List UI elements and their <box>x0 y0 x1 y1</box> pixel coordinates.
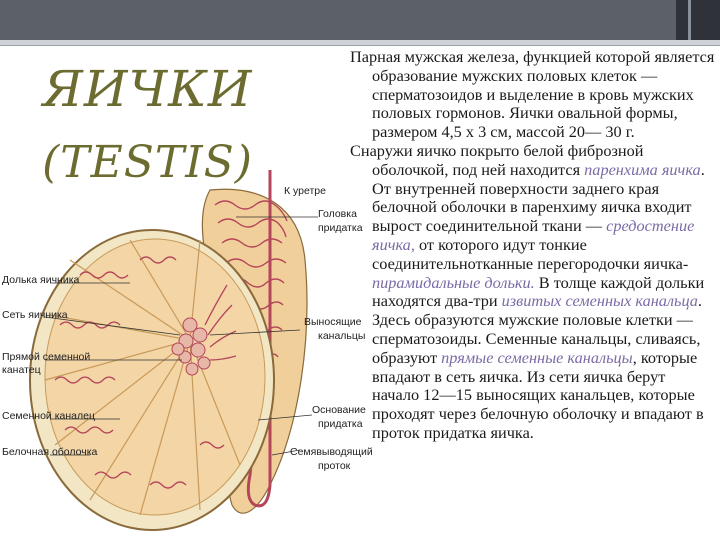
term-convoluted-tubules: извитых семенных канальца <box>501 291 698 311</box>
text-segment: В толще каждой дольки находятся два-три <box>372 272 705 311</box>
label-head-1: Головка <box>318 208 357 220</box>
paragraph-intro: Парная мужская железа, функцией которой является образование мужских половых клеток — сперматозоидов и выделение в кровь мужских половых гормонов. Яички овальной формы, размером 4,5 х 3 см, массой 20— 30 г. <box>350 47 715 142</box>
banner-divider <box>0 45 720 46</box>
corner-stripe <box>688 0 691 40</box>
term-mediastinum: средостение яичка, <box>372 216 695 254</box>
label-albuginea: Белочная оболочка <box>2 446 98 458</box>
label-straight-tubule-2: канатец <box>2 364 41 376</box>
top-banner <box>0 0 720 40</box>
label-vas-1: Семявыводящий <box>290 446 373 458</box>
label-head-2: придатка <box>318 222 363 234</box>
label-efferent-1: Выносящие <box>304 316 362 328</box>
title-russian: ЯИЧКИ <box>42 60 253 118</box>
label-straight-tubule-1: Прямой семенной <box>2 351 91 363</box>
text-segment: . Здесь образуются мужские половые клетки — сперматозоиды. Семенные канальцы, сливаясь, образуют <box>372 291 702 367</box>
testis-diagram <box>0 165 373 535</box>
label-base-2: придатка <box>318 418 363 430</box>
term-parenchyma: паренхима яичка <box>584 159 701 179</box>
text-segment: . От внутренней поверхности заднего края белочной оболочки в паренхиму яичка входит вырост соединительной ткани — <box>372 159 705 236</box>
text-segment: , которые впадают в сеть яичка. Из сети яичка берут начало 12—15 выносящих канальцев, которые проходят через белочную оболочку и впадают в проток придатка яичка. <box>372 347 704 442</box>
text-segment: от которого идут тонкие соединительнотканные перегородочки яичка- <box>372 234 689 273</box>
paragraph-structure <box>340 142 715 443</box>
label-to-urethra: К уретре <box>284 185 326 197</box>
corner-tab <box>676 0 720 40</box>
title-latin: (TESTIS) <box>42 137 253 188</box>
label-seminiferous: Семенной каналец <box>2 410 95 422</box>
label-rete: Сеть яичника <box>2 309 68 321</box>
label-lobule: Долька яичника <box>2 274 80 286</box>
text-segment: Снаружи яичко покрыто белой фиброзной оболочкой, под ней находится <box>350 140 644 179</box>
description-text <box>340 48 715 443</box>
term-straight-tubules: прямые семенные канальцы <box>441 347 633 367</box>
label-base-1: Основание <box>312 404 366 416</box>
label-efferent-2: канальцы <box>318 330 366 342</box>
term-lobules: пирамидальные дольки. <box>372 272 535 292</box>
label-vas-2: проток <box>318 460 351 472</box>
